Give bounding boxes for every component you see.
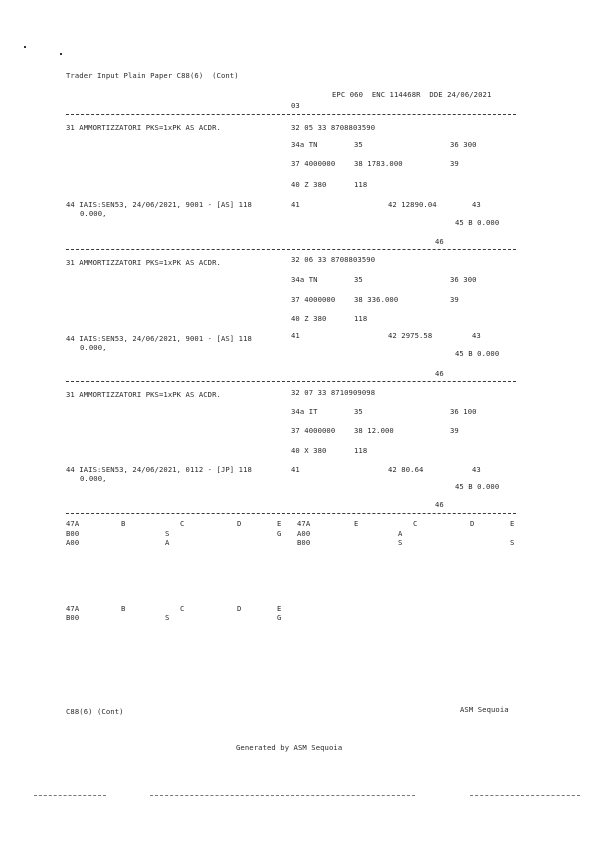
tax-table-cell: S — [165, 613, 170, 622]
tax-table-header: E — [354, 519, 359, 528]
item-price: 42 80.64 — [388, 465, 424, 474]
scan-edge-line — [150, 795, 415, 796]
additional-info-cont: 0.000, — [80, 209, 107, 218]
tax-table-cell: S — [398, 538, 403, 547]
net-mass: 38 336.000 — [354, 295, 399, 304]
tax-table-header: B — [121, 604, 126, 613]
item-description: 31 AMMORTIZZATORI PKS=1xPK AS ACDR. — [66, 258, 221, 267]
form-title: Trader Input Plain Paper C88(6) (Cont) — [66, 71, 239, 80]
box-46: 46 — [435, 500, 444, 509]
tax-table-header: C — [180, 604, 185, 613]
procedure-code: 37 4000000 — [291, 426, 336, 435]
tax-table-header: E — [510, 519, 515, 528]
tax-table-cell: G — [277, 613, 282, 622]
box-35: 35 — [354, 407, 363, 416]
scan-edge-line — [470, 795, 580, 796]
net-mass: 38 12.000 — [354, 426, 394, 435]
tax-table-cell: A00 — [66, 538, 80, 547]
origin-country: 34a TN — [291, 275, 318, 284]
tax-table-cell: S — [510, 538, 515, 547]
box-46: 46 — [435, 237, 444, 246]
box-35: 35 — [354, 275, 363, 284]
origin-country: 34a TN — [291, 140, 318, 149]
commodity-code: 32 05 33 8708803590 — [291, 123, 376, 132]
tax-table-header: D — [237, 519, 242, 528]
box-39: 39 — [450, 159, 459, 168]
box-03: 03 — [291, 101, 300, 110]
item-price: 42 2975.58 — [388, 331, 433, 340]
additional-info: 44 IAIS:SEN53, 24/06/2021, 9001 - [AS] 118 — [66, 200, 252, 209]
tax-table-cell: A00 — [297, 529, 311, 538]
box-43: 43 — [472, 200, 481, 209]
box-36: 36 300 — [450, 275, 477, 284]
box-36: 36 100 — [450, 407, 477, 416]
generated-by-line: Generated by ASM Sequoia — [236, 743, 343, 752]
additional-info: 44 IAIS:SEN53, 24/06/2021, 0112 - [JP] 118 — [66, 465, 252, 474]
box-40-code: 118 — [354, 180, 368, 189]
tax-table-cell: B00 — [297, 538, 311, 547]
procedure-code: 37 4000000 — [291, 295, 336, 304]
footer-form-name: C88(6) (Cont) — [66, 707, 124, 716]
item-price: 42 12890.04 — [388, 200, 437, 209]
valuation-adjustment: 45 B 0.000 — [455, 482, 500, 491]
tax-table-cell: A — [398, 529, 403, 538]
box-39: 39 — [450, 426, 459, 435]
box-41: 41 — [291, 200, 300, 209]
tax-table-header: 47A — [66, 519, 80, 528]
additional-info: 44 IAIS:SEN53, 24/06/2021, 9001 - [AS] 118 — [66, 334, 252, 343]
tax-table-header: E — [277, 604, 282, 613]
valuation-adjustment: 45 B 0.000 — [455, 218, 500, 227]
additional-info-cont: 0.000, — [80, 474, 107, 483]
box-40: 40 X 380 — [291, 446, 327, 455]
tax-table-header: 47A — [297, 519, 311, 528]
valuation-adjustment: 45 B 0.000 — [455, 349, 500, 358]
additional-info-cont: 0.000, — [80, 343, 107, 352]
tax-table-cell: S — [165, 529, 170, 538]
tax-table-header: D — [470, 519, 475, 528]
box-40: 40 Z 380 — [291, 314, 327, 323]
tax-table-header: B — [121, 519, 126, 528]
commodity-code: 32 07 33 8710909098 — [291, 388, 376, 397]
separator-line — [66, 513, 516, 514]
box-40: 40 Z 380 — [291, 180, 327, 189]
reference-line: EPC 060 ENC 114468R DDE 24/06/2021 — [332, 90, 492, 99]
tax-table-cell: B00 — [66, 529, 80, 538]
tax-table-header: C — [180, 519, 185, 528]
box-39: 39 — [450, 295, 459, 304]
commodity-code: 32 06 33 8708803590 — [291, 255, 376, 264]
origin-country: 34a IT — [291, 407, 318, 416]
scan-edge-line — [34, 795, 106, 796]
box-35: 35 — [354, 140, 363, 149]
procedure-code: 37 4000000 — [291, 159, 336, 168]
item-description: 31 AMMORTIZZATORI PKS=1xPK AS ACDR. — [66, 123, 221, 132]
box-46: 46 — [435, 369, 444, 378]
box-43: 43 — [472, 465, 481, 474]
tax-table-header: D — [237, 604, 242, 613]
box-41: 41 — [291, 331, 300, 340]
tax-table-cell: B00 — [66, 613, 80, 622]
box-41: 41 — [291, 465, 300, 474]
footer-brand: ASM Sequoia — [460, 705, 509, 714]
net-mass: 38 1783.000 — [354, 159, 403, 168]
tax-table-header: C — [413, 519, 418, 528]
tax-table-cell: A — [165, 538, 170, 547]
scan-speck — [24, 46, 26, 48]
separator-line — [66, 381, 516, 382]
item-description: 31 AMMORTIZZATORI PKS=1xPK AS ACDR. — [66, 390, 221, 399]
box-40-code: 118 — [354, 314, 368, 323]
box-40-code: 118 — [354, 446, 368, 455]
tax-table-header: 47A — [66, 604, 80, 613]
separator-line — [66, 114, 516, 115]
scan-speck — [60, 53, 62, 55]
tax-table-header: E — [277, 519, 282, 528]
tax-table-cell: G — [277, 529, 282, 538]
separator-line — [66, 249, 516, 250]
box-36: 36 300 — [450, 140, 477, 149]
box-43: 43 — [472, 331, 481, 340]
